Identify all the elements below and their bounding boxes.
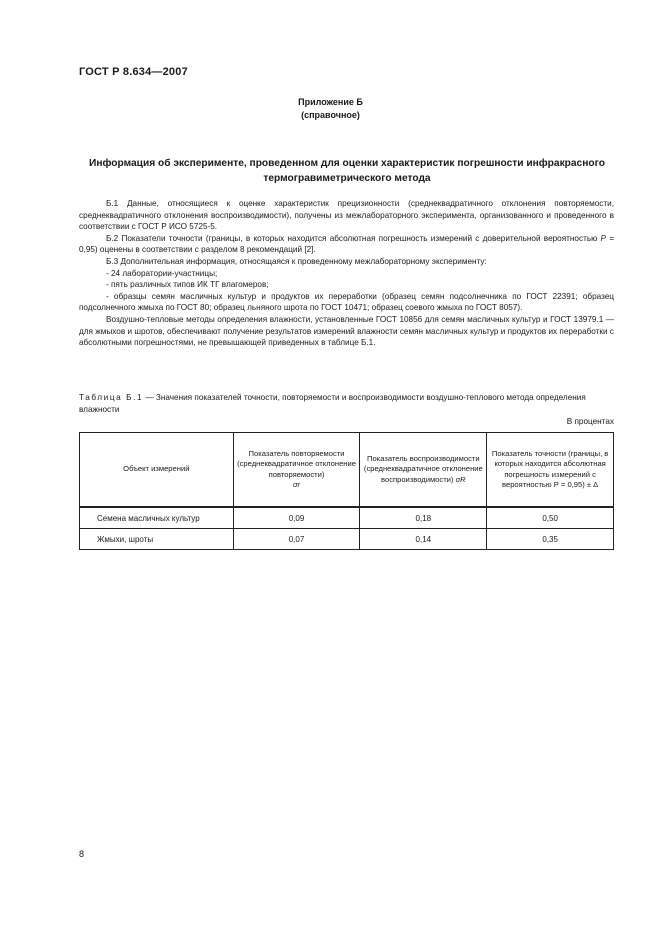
table-row: [80, 529, 614, 550]
header-accuracy-text: Показатель точности (границы, в которых находится абсолютная погрешность измерений с вероятностью: [491, 448, 609, 489]
header-repeatability-text: Показатель повторяемости (среднеквадратичное отклонение повторяемости): [237, 448, 356, 479]
annex-title: Приложение Б: [298, 97, 363, 107]
paragraph-b3: Б.3 Дополнительная информация, относящаяся к проведенному межлабораторному эксперименту:: [106, 256, 487, 266]
data-table: [79, 432, 614, 550]
list-item: - образцы семян масличных культур и продуктов их переработки (образец семян подсолнечника по ГОСТ 22391; образец подсолнечного жмыха по ГОСТ 80; образец льняного шрота по ГОСТ 10471; образец соевого жмыха по ГОСТ 8057).: [79, 291, 614, 313]
table-header-row: [80, 433, 614, 507]
body-text: [79, 198, 614, 349]
cell-reproducibility: 0,14: [360, 529, 487, 550]
cell-accuracy: 0,35: [487, 529, 614, 550]
sigma-R-symbol: σR: [455, 474, 466, 484]
paragraph-b1: Б.1 Данные, относящиеся к оценке характеристик прецизионности (среднеквадратичного отклонения повторяемости, среднеквадратичного отклонения воспроизводимости), получены из межлабораторного эксперимента, организованного и проведенного в соответствии с ГОСТ Р ИСО 5725-5.: [79, 199, 614, 232]
header-reproducibility: [360, 433, 487, 507]
page-number: 8: [79, 849, 85, 859]
standard-header: ГОСТ Р 8.634—2007: [79, 66, 188, 78]
header-repeatability: [233, 433, 360, 507]
annex-note: (справочное): [301, 110, 360, 120]
header-accuracy-symbol: Р = 0,95) ± Δ: [553, 480, 599, 489]
probability-symbol: Р: [600, 233, 606, 243]
cell-accuracy: 0,50: [487, 508, 614, 529]
paragraph-methods: Воздушно-тепловые методы определения влажности, установленные ГОСТ 10856 для семян масличных культур и ГОСТ 13979.1 — для жмыхов и шротов, обеспечивают получение результатов измерений влажности семян масличных культур и продуктов их переработки с абсолютными погрешностями, не превышающей приведенных в таблице Б.1.: [79, 314, 614, 348]
table-caption: [79, 392, 614, 415]
paragraph-b2-part1: Б.2 Показатели точности (границы, в которых находится абсолютная погрешность измерений с доверительной вероятностью: [106, 233, 601, 243]
section-title: Информация об эксперименте, проведенном для оценки характеристик погрешности инфракрасного термогравиметрического метода: [89, 158, 605, 184]
table-caption-text: — Значения показателей точности, повторяемости и воспроизводимости воздушно-теплового метода определения влажности: [79, 393, 586, 414]
list-item: - 24 лаборатории-участницы;: [106, 268, 218, 278]
list-item: - пять различных типов ИК ТГ влагомеров;: [106, 280, 269, 290]
table-units: В процентах: [566, 417, 614, 426]
cell-object: Семена масличных культур: [80, 508, 234, 529]
table-row: [80, 508, 614, 529]
cell-repeatability: 0,07: [233, 529, 360, 550]
header-object: Объект измерений: [80, 433, 234, 507]
sigma-r-symbol: σr: [292, 480, 301, 489]
header-accuracy: [487, 433, 614, 507]
annex-heading: [0, 96, 661, 122]
cell-repeatability: 0,09: [233, 508, 360, 529]
paragraph-b2: [79, 233, 614, 256]
header-reproducibility-text: Показатель воспроизводимости (среднеквадратичное отклонение воспроизводимости): [363, 453, 483, 484]
cell-object: Жмыхи, шроты: [80, 529, 234, 550]
paragraph-b2-part2: = 0,95) оценены в соответствии с разделом 8 рекомендаций [2].: [79, 233, 615, 255]
table-caption-label: Таблица Б.1: [79, 393, 144, 402]
cell-reproducibility: 0,18: [360, 508, 487, 529]
